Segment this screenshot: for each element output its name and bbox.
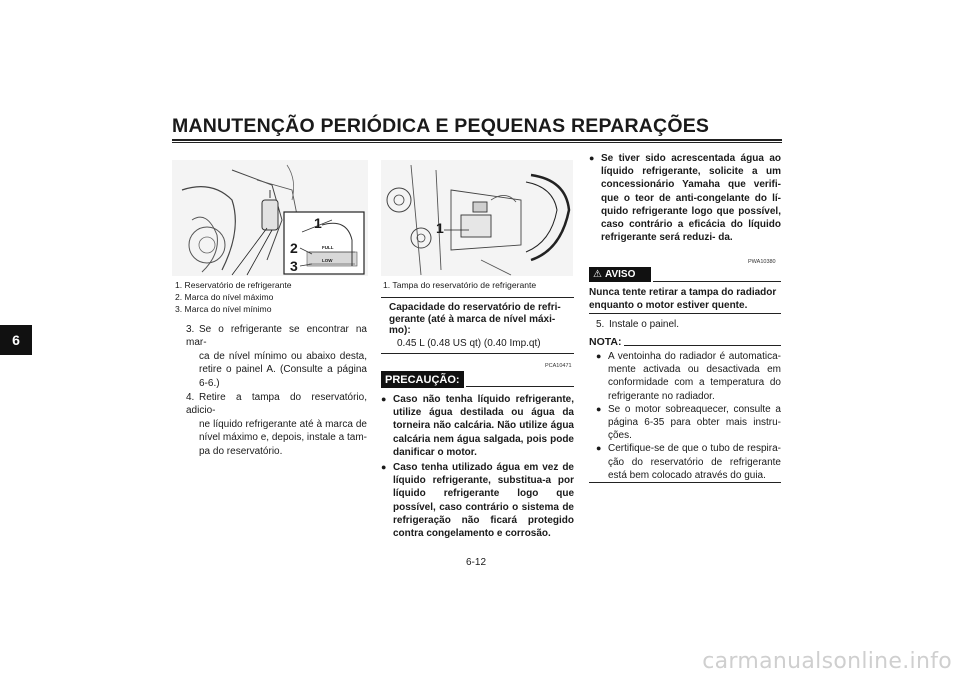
caution-bullets — [381, 393, 574, 540]
list-item — [596, 350, 781, 403]
spec-heading: Capacidade do reservatório de refri- gerante (até à marca de nível máxi- mo): — [389, 302, 561, 336]
step-text-cont: ne líquido refrigerante até à marca de nível máximo e, depois, instale a tam- pa do reservatório. — [199, 418, 367, 457]
nota-bullets — [596, 350, 781, 482]
caption-item: 1. Tampa do reservatório de refrigerante — [383, 280, 537, 290]
warning-badge — [589, 267, 651, 282]
reservoir-capacity-spec — [381, 297, 574, 354]
caution-code: PCA10471 — [545, 363, 572, 369]
bullet-text: Caso tenha utilizado água em vez de líquido refrigerante, substitua-a por líquido refrigerante logo que possível, caso contrário o sistema de refrigeração não ficará protegido contra congelamento e corrosão. — [393, 462, 574, 540]
step-number: 5. — [596, 319, 605, 330]
list-item — [381, 461, 574, 540]
step-3 — [186, 323, 367, 390]
bullet-text: Caso não tenha líquido refrigerante, utilize água destilada ou água da torneira não calcária. Não utilize água calcária nem água salgada, pois pode danificar o motor. — [393, 394, 574, 458]
step-4 — [186, 391, 367, 458]
chapter-tab: 6 — [0, 325, 32, 355]
caution-rule — [466, 386, 574, 387]
bullet-icon: ● — [381, 462, 387, 473]
bullet-icon: ● — [381, 394, 387, 404]
list-item — [589, 152, 781, 244]
warning-end-rule — [589, 313, 781, 314]
step-text: Retire a tampa do reservatório, adicio- — [186, 392, 367, 417]
step-text: Instale o painel. — [609, 319, 680, 330]
step-number: 4. — [186, 392, 195, 404]
nota-end-rule — [589, 482, 781, 483]
water-added-note — [589, 152, 781, 244]
step-text-cont: ca de nível mínimo ou abaixo desta, retire o painel A. (Consulte a página 6-6.) — [199, 350, 367, 389]
list-item — [381, 393, 574, 459]
bullet-icon: ● — [596, 351, 602, 361]
bullet-icon: ● — [596, 403, 602, 414]
page-number: 6-12 — [466, 557, 487, 568]
right-figure-captions — [383, 279, 536, 291]
full-mark-label: FULL — [322, 245, 334, 250]
step-5 — [596, 318, 679, 331]
step-text: Se o refrigerante se encontrar na mar- — [186, 324, 367, 349]
warning-triangle-icon: ⚠ — [593, 269, 602, 280]
bullet-text: Certifique-se de que o tubo de respira- ção do reservatório de refrigerante está bem colocado através do guia. — [608, 443, 781, 481]
bullet-text: Se o motor sobreaquecer, consulte a página 6-35 para obter mais instru- ções. — [608, 403, 781, 442]
left-steps — [186, 323, 367, 459]
left-figure-captions — [175, 279, 292, 316]
bullet-icon: ● — [596, 443, 602, 454]
spec-value: 0.45 L (0.48 US qt) (0.40 Imp.qt) — [397, 337, 541, 349]
callout-2: 2 — [290, 240, 298, 256]
list-item — [596, 442, 781, 482]
list-item — [596, 403, 781, 443]
step-number: 3. — [186, 324, 195, 335]
callout-1: 1 — [436, 220, 444, 236]
bullet-icon: ● — [589, 153, 595, 163]
caption-item: 1. Reservatório de refrigerante — [175, 280, 292, 290]
nota-rule — [624, 345, 781, 346]
warning-rule — [653, 281, 781, 282]
callout-3: 3 — [290, 258, 298, 274]
title-rule — [172, 139, 782, 141]
title-rule-thin — [172, 142, 782, 143]
low-mark-label: LOW — [322, 258, 333, 263]
reservoir-cap-illustration — [381, 160, 573, 276]
callout-1: 1 — [314, 215, 322, 231]
caption-item: 2. Marca do nível máximo — [175, 292, 274, 303]
coolant-reservoir-illustration — [172, 160, 368, 276]
caution-badge: PRECAUÇÃO: — [381, 371, 464, 388]
bullet-text: Se tiver sido acrescentada água ao líquido refrigerante, solicite a um concessionário Yamaha que verifi- que o teor de anti-congelante do lí- quido refrigerante logo que possível, caso contrário a eficácia do líquido refrigerante será reduzi- da. — [601, 153, 781, 244]
warning-label: AVISO — [604, 269, 636, 280]
nota-label: NOTA: — [589, 336, 622, 348]
caption-item: 3. Marca do nível mínimo — [175, 304, 272, 315]
watermark: carmanualsonline.info — [702, 649, 952, 674]
warning-text: Nunca tente retirar a tampa do radiador enquanto o motor estiver quente. — [589, 287, 777, 311]
reservoir-cap-drawing — [381, 160, 573, 276]
warning-code: PWA10380 — [748, 259, 776, 265]
reservoir-drawing — [172, 160, 368, 276]
page-title: MANUTENÇÃO PERIÓDICA E PEQUENAS REPARAÇÕES — [172, 115, 710, 137]
bullet-text: A ventoinha do radiador é automatica- mente activada ou desactivada em conformidade com a temperatura do refrigerante no radiador. — [608, 351, 781, 402]
